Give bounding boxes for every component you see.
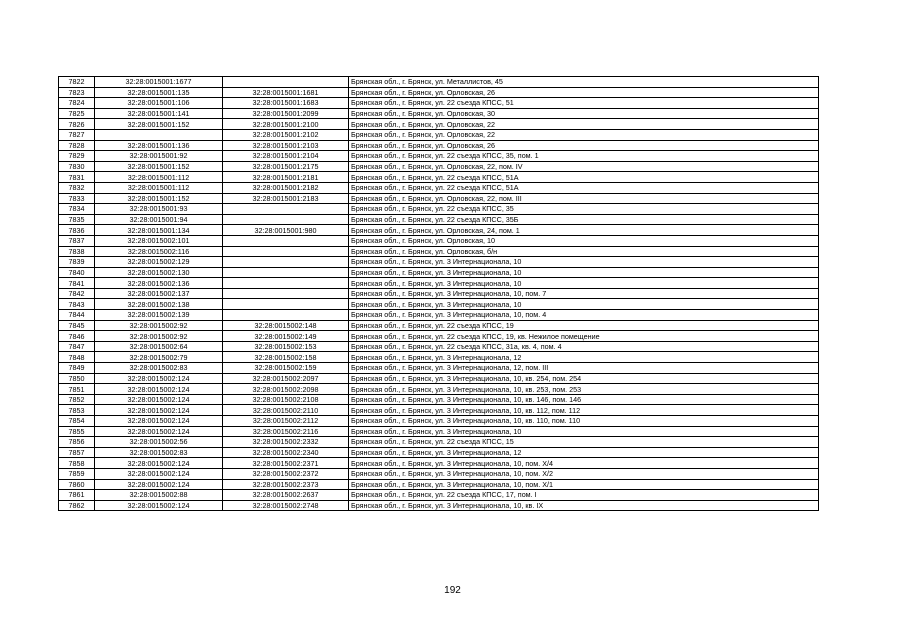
table-row [59,299,819,310]
object-cadastral-cell: 32:28:0015001:2181 [223,172,349,183]
table-row [59,394,819,405]
parcel-cadastral-cell: 32:28:0015001:93 [95,204,223,215]
table-row [59,278,819,289]
parcel-cadastral-cell: 32:28:0015001:1677 [95,77,223,88]
table-row [59,246,819,257]
row-number-cell: 7832 [59,182,95,193]
address-cell: Брянская обл., г. Брянск, ул. 22 съезда КПСС, 51 [349,98,819,109]
object-cadastral-cell: 32:28:0015002:2372 [223,468,349,479]
row-number-cell: 7848 [59,352,95,363]
table-row [59,320,819,331]
parcel-cadastral-cell: 32:28:0015002:124 [95,405,223,416]
object-cadastral-cell [223,288,349,299]
parcel-cadastral-cell: 32:28:0015002:88 [95,490,223,501]
parcel-cadastral-cell: 32:28:0015001:94 [95,214,223,225]
row-number-cell: 7849 [59,363,95,374]
table-row [59,288,819,299]
object-cadastral-cell: 32:28:0015002:2637 [223,490,349,501]
parcel-cadastral-cell: 32:28:0015001:135 [95,87,223,98]
table-row [59,87,819,98]
row-number-cell: 7822 [59,77,95,88]
table-row [59,341,819,352]
table-row [59,129,819,140]
parcel-cadastral-cell: 32:28:0015002:92 [95,331,223,342]
address-cell: Брянская обл., г. Брянск, ул. Орловская, 10 [349,235,819,246]
parcel-cadastral-cell: 32:28:0015002:129 [95,257,223,268]
parcel-cadastral-cell: 32:28:0015002:56 [95,437,223,448]
table-row [59,479,819,490]
address-cell: Брянская обл., г. Брянск, ул. 3 Интернационала, 10 [349,257,819,268]
parcel-cadastral-cell: 32:28:0015001:112 [95,172,223,183]
object-cadastral-cell: 32:28:0015002:2116 [223,426,349,437]
object-cadastral-cell [223,278,349,289]
parcel-cadastral-cell: 32:28:0015002:130 [95,267,223,278]
parcel-cadastral-cell: 32:28:0015002:124 [95,458,223,469]
table-row [59,172,819,183]
table-row [59,352,819,363]
parcel-cadastral-cell: 32:28:0015001:112 [95,182,223,193]
object-cadastral-cell: 32:28:0015001:1681 [223,87,349,98]
address-cell: Брянская обл., г. Брянск, ул. 22 съезда КПСС, 19, кв. Нежилое помещение [349,331,819,342]
table-row [59,182,819,193]
parcel-cadastral-cell: 32:28:0015002:116 [95,246,223,257]
parcel-cadastral-cell: 32:28:0015001:152 [95,161,223,172]
table-row [59,204,819,215]
page-number: 192 [444,585,461,596]
object-cadastral-cell: 32:28:0015002:2373 [223,479,349,490]
table-row [59,119,819,130]
address-cell: Брянская обл., г. Брянск, ул. 22 съезда КПСС, 19 [349,320,819,331]
row-number-cell: 7842 [59,288,95,299]
row-number-cell: 7838 [59,246,95,257]
table-row [59,384,819,395]
parcel-cadastral-cell: 32:28:0015002:124 [95,500,223,511]
address-cell: Брянская обл., г. Брянск, ул. 22 съезда КПСС, 35Б [349,214,819,225]
table-row [59,151,819,162]
table-row [59,447,819,458]
row-number-cell: 7833 [59,193,95,204]
row-number-cell: 7845 [59,320,95,331]
row-number-cell: 7847 [59,341,95,352]
object-cadastral-cell [223,246,349,257]
address-cell: Брянская обл., г. Брянск, ул. Орловская, 30 [349,108,819,119]
address-cell: Брянская обл., г. Брянск, ул. 22 съезда КПСС, 51А [349,172,819,183]
row-number-cell: 7829 [59,151,95,162]
parcel-cadastral-cell: 32:28:0015002:124 [95,468,223,479]
parcel-cadastral-cell: 32:28:0015002:101 [95,235,223,246]
row-number-cell: 7861 [59,490,95,501]
parcel-cadastral-cell: 32:28:0015002:64 [95,341,223,352]
address-cell: Брянская обл., г. Брянск, ул. Орловская, 22 [349,119,819,130]
parcel-cadastral-cell: 32:28:0015002:124 [95,426,223,437]
table-row [59,458,819,469]
table-row [59,257,819,268]
parcel-cadastral-cell [95,129,223,140]
address-cell: Брянская обл., г. Брянск, ул. 3 Интернационала, 10 [349,426,819,437]
table-row [59,161,819,172]
address-cell: Брянская обл., г. Брянск, ул. 3 Интернационала, 10, кв. 112, пом. 112 [349,405,819,416]
row-number-cell: 7850 [59,373,95,384]
object-cadastral-cell: 32:28:0015002:2371 [223,458,349,469]
row-number-cell: 7827 [59,129,95,140]
parcel-cadastral-cell: 32:28:0015001:106 [95,98,223,109]
object-cadastral-cell: 32:28:0015001:2099 [223,108,349,119]
address-cell: Брянская обл., г. Брянск, ул. Орловская, б/н [349,246,819,257]
address-cell: Брянская обл., г. Брянск, ул. 22 съезда КПСС, 31а, кв. 4, пом. 4 [349,341,819,352]
table-row [59,373,819,384]
address-cell: Брянская обл., г. Брянск, ул. Орловская, 24, пом. 1 [349,225,819,236]
parcel-cadastral-cell: 32:28:0015001:136 [95,140,223,151]
row-number-cell: 7846 [59,331,95,342]
row-number-cell: 7834 [59,204,95,215]
table-row [59,437,819,448]
address-cell: Брянская обл., г. Брянск, ул. Орловская, 26 [349,87,819,98]
object-cadastral-cell: 32:28:0015001:2183 [223,193,349,204]
address-cell: Брянская обл., г. Брянск, ул. 3 Интернационала, 10, кв. IX [349,500,819,511]
address-cell: Брянская обл., г. Брянск, ул. 3 Интернационала, 10, кв. 254, пом. 254 [349,373,819,384]
object-cadastral-cell: 32:28:0015001:2182 [223,182,349,193]
object-cadastral-cell: 32:28:0015002:148 [223,320,349,331]
address-cell: Брянская обл., г. Брянск, ул. Орловская, 26 [349,140,819,151]
row-number-cell: 7852 [59,394,95,405]
address-cell: Брянская обл., г. Брянск, ул. 22 съезда КПСС, 35 [349,204,819,215]
object-cadastral-cell: 32:28:0015002:153 [223,341,349,352]
table-row [59,416,819,427]
object-cadastral-cell [223,310,349,321]
row-number-cell: 7841 [59,278,95,289]
table-row [59,468,819,479]
address-cell: Брянская обл., г. Брянск, ул. Орловская, 22, пом. IV [349,161,819,172]
address-cell: Брянская обл., г. Брянск, ул. 3 Интернационала, 12 [349,447,819,458]
address-cell: Брянская обл., г. Брянск, ул. Орловская, 22, пом. III [349,193,819,204]
object-cadastral-cell: 32:28:0015001:2103 [223,140,349,151]
address-cell: Брянская обл., г. Брянск, ул. 22 съезда КПСС, 35, пом. 1 [349,151,819,162]
parcel-cadastral-cell: 32:28:0015002:137 [95,288,223,299]
row-number-cell: 7828 [59,140,95,151]
address-cell: Брянская обл., г. Брянск, ул. Металлистов, 45 [349,77,819,88]
table-row [59,214,819,225]
row-number-cell: 7836 [59,225,95,236]
row-number-cell: 7825 [59,108,95,119]
parcel-cadastral-cell: 32:28:0015001:141 [95,108,223,119]
row-number-cell: 7855 [59,426,95,437]
parcel-cadastral-cell: 32:28:0015001:92 [95,151,223,162]
row-number-cell: 7830 [59,161,95,172]
table-row [59,331,819,342]
address-cell: Брянская обл., г. Брянск, ул. 22 съезда КПСС, 15 [349,437,819,448]
object-cadastral-cell: 32:28:0015002:2110 [223,405,349,416]
table-row [59,426,819,437]
object-cadastral-cell [223,77,349,88]
address-cell: Брянская обл., г. Брянск, ул. 3 Интернационала, 12, пом. III [349,363,819,374]
table-row [59,193,819,204]
table-row [59,98,819,109]
parcel-cadastral-cell: 32:28:0015002:124 [95,394,223,405]
parcel-cadastral-cell: 32:28:0015002:139 [95,310,223,321]
object-cadastral-cell: 32:28:0015001:1683 [223,98,349,109]
object-cadastral-cell: 32:28:0015002:149 [223,331,349,342]
row-number-cell: 7840 [59,267,95,278]
address-cell: Брянская обл., г. Брянск, ул. 22 съезда КПСС, 17, пом. I [349,490,819,501]
row-number-cell: 7824 [59,98,95,109]
parcel-cadastral-cell: 32:28:0015002:124 [95,479,223,490]
parcel-cadastral-cell: 32:28:0015002:124 [95,384,223,395]
row-number-cell: 7862 [59,500,95,511]
parcel-cadastral-cell: 32:28:0015002:79 [95,352,223,363]
parcel-cadastral-cell: 32:28:0015001:152 [95,193,223,204]
object-cadastral-cell: 32:28:0015001:2175 [223,161,349,172]
parcel-cadastral-cell: 32:28:0015002:124 [95,373,223,384]
parcel-cadastral-cell: 32:28:0015002:92 [95,320,223,331]
row-number-cell: 7853 [59,405,95,416]
object-cadastral-cell: 32:28:0015001:2102 [223,129,349,140]
address-cell: Брянская обл., г. Брянск, ул. 3 Интернационала, 10, кв. 146, пом. 146 [349,394,819,405]
object-cadastral-cell [223,257,349,268]
address-cell: Брянская обл., г. Брянск, ул. Орловская, 22 [349,129,819,140]
address-cell: Брянская обл., г. Брянск, ул. 3 Интернационала, 12 [349,352,819,363]
table-row [59,405,819,416]
row-number-cell: 7857 [59,447,95,458]
parcel-cadastral-cell: 32:28:0015002:124 [95,416,223,427]
row-number-cell: 7823 [59,87,95,98]
address-cell: Брянская обл., г. Брянск, ул. 3 Интернационала, 10 [349,267,819,278]
table-row [59,77,819,88]
object-cadastral-cell: 32:28:0015001:2104 [223,151,349,162]
object-cadastral-cell: 32:28:0015002:158 [223,352,349,363]
address-cell: Брянская обл., г. Брянск, ул. 3 Интернационала, 10, кв. 253, пом. 253 [349,384,819,395]
table-row [59,267,819,278]
object-cadastral-cell: 32:28:0015002:159 [223,363,349,374]
address-cell: Брянская обл., г. Брянск, ул. 3 Интернационала, 10, пом. X/2 [349,468,819,479]
object-cadastral-cell: 32:28:0015002:2098 [223,384,349,395]
row-number-cell: 7826 [59,119,95,130]
row-number-cell: 7843 [59,299,95,310]
table-row [59,235,819,246]
parcel-cadastral-cell: 32:28:0015002:136 [95,278,223,289]
row-number-cell: 7835 [59,214,95,225]
object-cadastral-cell: 32:28:0015001:2100 [223,119,349,130]
table-row [59,490,819,501]
address-cell: Брянская обл., г. Брянск, ул. 3 Интернационала, 10, пом. X/4 [349,458,819,469]
registry-table-body [59,77,819,511]
parcel-cadastral-cell: 32:28:0015002:83 [95,447,223,458]
object-cadastral-cell: 32:28:0015002:2748 [223,500,349,511]
address-cell: Брянская обл., г. Брянск, ул. 3 Интернационала, 10, пом. X/1 [349,479,819,490]
object-cadastral-cell: 32:28:0015002:2340 [223,447,349,458]
table-row [59,140,819,151]
parcel-cadastral-cell: 32:28:0015001:134 [95,225,223,236]
address-cell: Брянская обл., г. Брянск, ул. 22 съезда КПСС, 51А [349,182,819,193]
object-cadastral-cell: 32:28:0015001:980 [223,225,349,236]
table-row [59,108,819,119]
row-number-cell: 7844 [59,310,95,321]
row-number-cell: 7831 [59,172,95,183]
address-cell: Брянская обл., г. Брянск, ул. 3 Интернационала, 10, пом. 4 [349,310,819,321]
object-cadastral-cell: 32:28:0015002:2112 [223,416,349,427]
row-number-cell: 7854 [59,416,95,427]
registry-table [58,76,819,511]
object-cadastral-cell [223,299,349,310]
row-number-cell: 7860 [59,479,95,490]
row-number-cell: 7859 [59,468,95,479]
parcel-cadastral-cell: 32:28:0015002:138 [95,299,223,310]
object-cadastral-cell [223,235,349,246]
row-number-cell: 7837 [59,235,95,246]
table-row [59,500,819,511]
object-cadastral-cell: 32:28:0015002:2097 [223,373,349,384]
object-cadastral-cell [223,214,349,225]
row-number-cell: 7839 [59,257,95,268]
table-row [59,225,819,236]
parcel-cadastral-cell: 32:28:0015001:152 [95,119,223,130]
address-cell: Брянская обл., г. Брянск, ул. 3 Интернационала, 10 [349,278,819,289]
object-cadastral-cell: 32:28:0015002:2108 [223,394,349,405]
table-row [59,363,819,374]
row-number-cell: 7856 [59,437,95,448]
address-cell: Брянская обл., г. Брянск, ул. 3 Интернационала, 10, пом. 7 [349,288,819,299]
object-cadastral-cell [223,267,349,278]
address-cell: Брянская обл., г. Брянск, ул. 3 Интернационала, 10, кв. 110, пом. 110 [349,416,819,427]
object-cadastral-cell: 32:28:0015002:2332 [223,437,349,448]
row-number-cell: 7858 [59,458,95,469]
object-cadastral-cell [223,204,349,215]
parcel-cadastral-cell: 32:28:0015002:83 [95,363,223,374]
address-cell: Брянская обл., г. Брянск, ул. 3 Интернационала, 10 [349,299,819,310]
row-number-cell: 7851 [59,384,95,395]
table-row [59,310,819,321]
